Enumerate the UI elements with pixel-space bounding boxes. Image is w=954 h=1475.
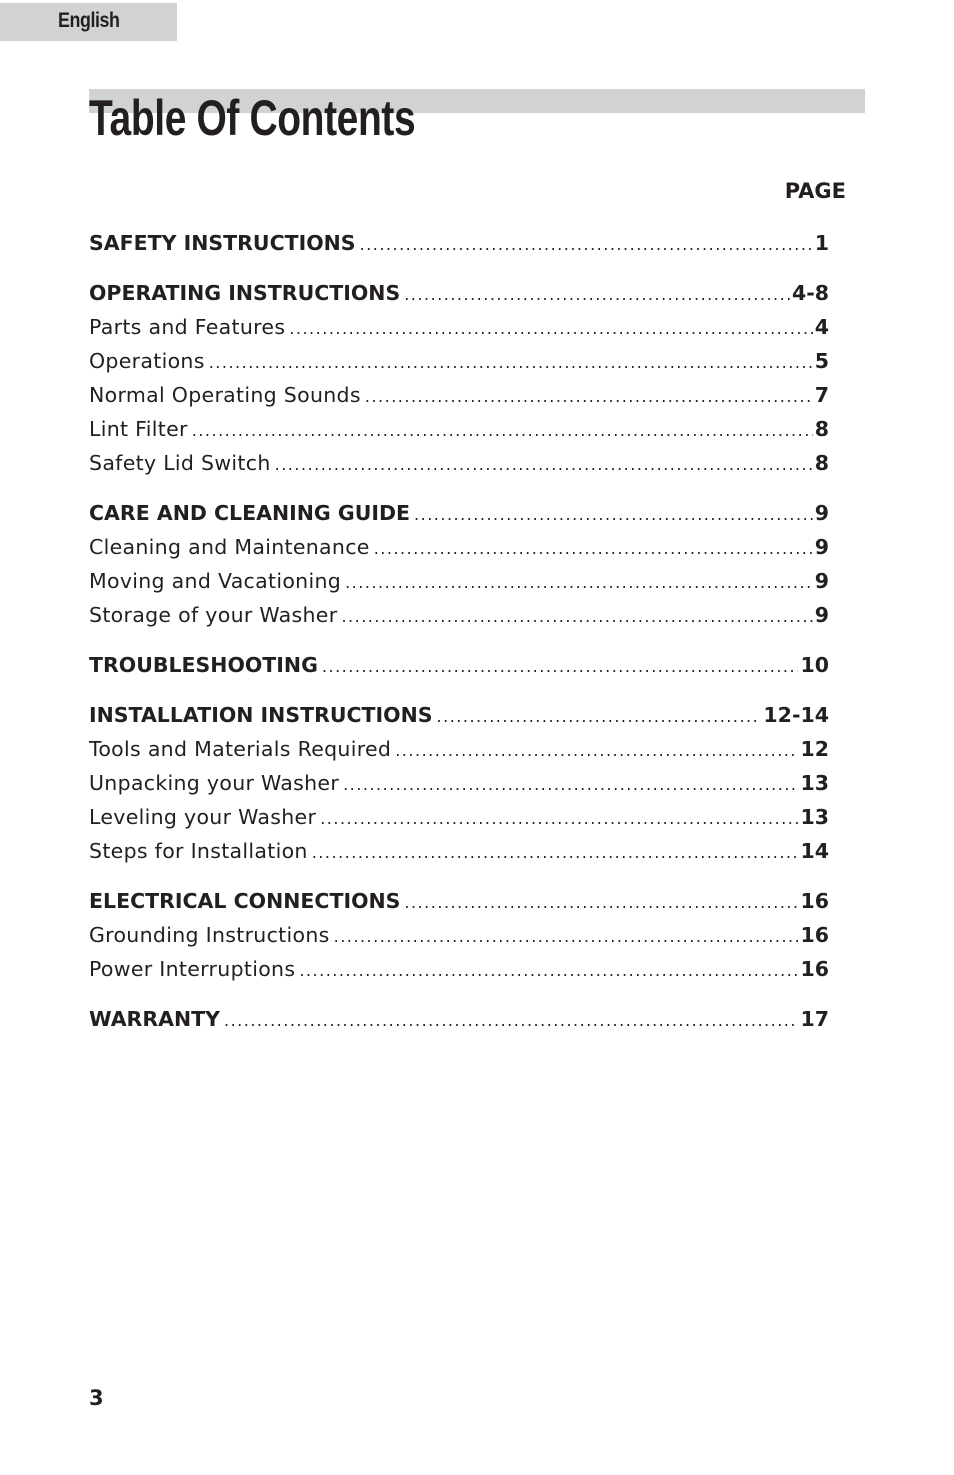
- toc-entry[interactable]: [89, 766, 829, 800]
- toc-entry-label: Cleaning and Maintenance: [89, 535, 370, 559]
- toc-entry-label: Normal Operating Sounds: [89, 383, 361, 407]
- page-title: Table Of Contents: [89, 90, 416, 146]
- dot-leader: [404, 278, 790, 312]
- toc-page-ref: 10: [800, 653, 829, 677]
- toc-page-ref: 4: [814, 315, 829, 339]
- toc-section: [89, 884, 829, 986]
- toc-entry-label: Power Interruptions: [89, 957, 296, 981]
- dot-leader: [334, 920, 799, 954]
- toc-section: [89, 276, 829, 480]
- dot-leader: [343, 768, 798, 802]
- page-column-header: PAGE: [784, 179, 846, 203]
- table-of-contents: [89, 226, 829, 1052]
- dot-leader: [192, 414, 813, 448]
- toc-section-heading[interactable]: [89, 884, 829, 918]
- toc-heading-label: ELECTRICAL CONNECTIONS: [89, 889, 401, 913]
- toc-page-ref: 9: [814, 501, 829, 525]
- toc-entry-label: Safety Lid Switch: [89, 451, 271, 475]
- toc-page-ref: 14: [800, 839, 829, 863]
- dot-leader: [437, 700, 762, 734]
- toc-section: [89, 226, 829, 260]
- toc-entry[interactable]: [89, 598, 829, 632]
- page-number: 3: [89, 1386, 104, 1410]
- toc-section-heading[interactable]: [89, 1002, 829, 1036]
- dot-leader: [209, 346, 813, 380]
- toc-section-heading[interactable]: [89, 226, 829, 260]
- toc-page-ref: 5: [814, 349, 829, 373]
- dot-leader: [320, 802, 798, 836]
- toc-heading-label: TROUBLESHOOTING: [89, 653, 318, 677]
- toc-entry[interactable]: [89, 378, 829, 412]
- toc-entry[interactable]: [89, 918, 829, 952]
- dot-leader: [404, 886, 798, 920]
- language-tab: [0, 3, 177, 41]
- toc-entry-label: Lint Filter: [89, 417, 188, 441]
- toc-heading-label: INSTALLATION INSTRUCTIONS: [89, 703, 433, 727]
- toc-entry-label: Leveling your Washer: [89, 805, 317, 829]
- toc-page-ref: 17: [800, 1007, 829, 1031]
- toc-page-ref: 13: [800, 771, 829, 795]
- toc-page-ref: 16: [800, 889, 829, 913]
- toc-entry-label: Unpacking your Washer: [89, 771, 340, 795]
- toc-section-heading[interactable]: [89, 276, 829, 310]
- dot-leader: [224, 1004, 798, 1038]
- toc-section-heading[interactable]: [89, 698, 829, 732]
- toc-section: [89, 1002, 829, 1036]
- toc-heading-label: OPERATING INSTRUCTIONS: [89, 281, 401, 305]
- toc-page-ref: 4-8: [791, 281, 829, 305]
- dot-leader: [374, 532, 813, 566]
- toc-page-ref: 1: [814, 231, 829, 255]
- dot-leader: [345, 566, 813, 600]
- toc-heading-label: WARRANTY: [89, 1007, 220, 1031]
- toc-entry-label: Parts and Features: [89, 315, 286, 339]
- toc-entry[interactable]: [89, 446, 829, 480]
- toc-page-ref: 9: [814, 603, 829, 627]
- toc-entry[interactable]: [89, 732, 829, 766]
- language-tab-label: English: [58, 9, 120, 32]
- toc-entry[interactable]: [89, 310, 829, 344]
- toc-page-ref: 16: [800, 957, 829, 981]
- dot-leader: [341, 600, 812, 634]
- toc-entry[interactable]: [89, 834, 829, 868]
- toc-entry[interactable]: [89, 564, 829, 598]
- dot-leader: [299, 954, 798, 988]
- dot-leader: [360, 228, 813, 262]
- toc-page-ref: 9: [814, 569, 829, 593]
- toc-section: [89, 496, 829, 632]
- toc-entry[interactable]: [89, 412, 829, 446]
- toc-entry-label: Moving and Vacationing: [89, 569, 342, 593]
- toc-entry[interactable]: [89, 952, 829, 986]
- toc-page-ref: 12-14: [763, 703, 829, 727]
- dot-leader: [365, 380, 813, 414]
- toc-page-ref: 16: [800, 923, 829, 947]
- toc-entry-label: Tools and Materials Required: [89, 737, 392, 761]
- toc-entry[interactable]: [89, 530, 829, 564]
- dot-leader: [395, 734, 798, 768]
- toc-entry[interactable]: [89, 344, 829, 378]
- toc-page-ref: 7: [814, 383, 829, 407]
- toc-section-heading[interactable]: [89, 648, 829, 682]
- toc-page-ref: 12: [800, 737, 829, 761]
- toc-page-ref: 8: [814, 417, 829, 441]
- dot-leader: [275, 448, 813, 482]
- dot-leader: [414, 498, 813, 532]
- toc-heading-label: SAFETY INSTRUCTIONS: [89, 231, 356, 255]
- toc-heading-label: CARE AND CLEANING GUIDE: [89, 501, 411, 525]
- toc-page-ref: 13: [800, 805, 829, 829]
- toc-entry-label: Steps for Installation: [89, 839, 308, 863]
- dot-leader: [312, 836, 799, 870]
- toc-section-heading[interactable]: [89, 496, 829, 530]
- toc-entry-label: Storage of your Washer: [89, 603, 338, 627]
- dot-leader: [322, 650, 799, 684]
- toc-page-ref: 8: [814, 451, 829, 475]
- toc-page-ref: 9: [814, 535, 829, 559]
- toc-entry-label: Grounding Instructions: [89, 923, 330, 947]
- toc-entry-label: Operations: [89, 349, 205, 373]
- toc-section: [89, 698, 829, 868]
- toc-entry[interactable]: [89, 800, 829, 834]
- toc-section: [89, 648, 829, 682]
- dot-leader: [289, 312, 812, 346]
